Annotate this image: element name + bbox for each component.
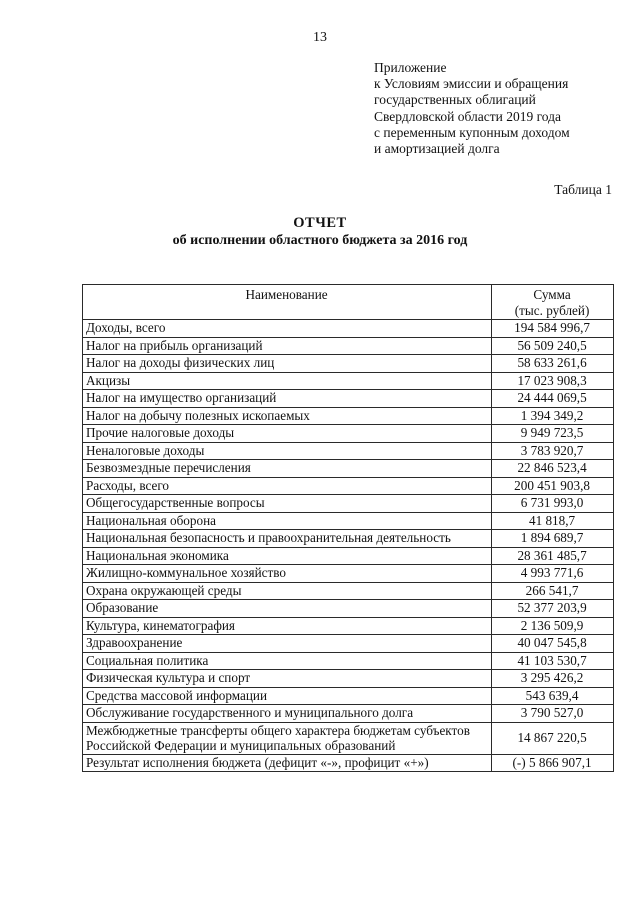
table-row [83,477,614,495]
header-name [83,285,492,320]
row-name: Доходы, всего [83,320,492,338]
row-sum: 24 444 069,5 [492,390,614,408]
row-name: Образование [83,600,492,618]
row-sum: 58 633 261,6 [492,355,614,373]
table-row [83,390,614,408]
page-number: 13 [313,30,327,45]
row-sum: 2 136 509,9 [492,617,614,635]
appendix-line: с переменным купонным доходом [374,124,570,140]
row-name: Средства массовой информации [83,687,492,705]
row-sum: 41 103 530,7 [492,652,614,670]
table-row [83,372,614,390]
table-row [83,425,614,443]
table-row [83,407,614,425]
row-sum: 41 818,7 [492,512,614,530]
row-sum: (-) 5 866 907,1 [492,754,614,772]
row-sum: 1 894 689,7 [492,530,614,548]
appendix-line: Приложение [374,60,447,75]
row-name: Расходы, всего [83,477,492,495]
table-row [83,582,614,600]
row-sum: 3 783 920,7 [492,442,614,460]
table-row [83,442,614,460]
table-row [83,530,614,548]
table-row [83,320,614,338]
row-sum: 3 295 426,2 [492,670,614,688]
table-row [83,355,614,373]
row-sum: 200 451 903,8 [492,477,614,495]
row-sum: 22 846 523,4 [492,460,614,478]
appendix-header [374,60,634,157]
table-label: Таблица 1 [554,182,612,197]
appendix-line: и амортизацией долга [374,141,500,157]
table-row [83,687,614,705]
row-name: Охрана окружающей среды [83,582,492,600]
row-name: Налог на добычу полезных ископаемых [83,407,492,425]
row-name: Акцизы [83,372,492,390]
appendix-line: государственных облигаций [374,92,536,108]
row-name: Общегосударственные вопросы [83,495,492,513]
table-row [83,754,614,772]
row-sum: 3 790 527,0 [492,705,614,723]
row-name: Межбюджетные трансферты общего характера бюджетам субъектов Российской Федерации и муниципальных образований [83,722,492,754]
row-name: Неналоговые доходы [83,442,492,460]
report-title: ОТЧЕТ [293,215,347,231]
row-sum: 28 361 485,7 [492,547,614,565]
row-name: Культура, кинематография [83,617,492,635]
row-name: Налог на доходы физических лиц [83,355,492,373]
row-name: Налог на имущество организаций [83,390,492,408]
row-name: Безвозмездные перечисления [83,460,492,478]
table-row [83,705,614,723]
row-sum: 194 584 996,7 [492,320,614,338]
row-sum: 6 731 993,0 [492,495,614,513]
row-name: Национальная оборона [83,512,492,530]
row-name: Налог на прибыль организаций [83,337,492,355]
row-name: Национальная безопасность и правоохранительная деятельность [83,530,492,548]
row-name: Результат исполнения бюджета (дефицит «-», профицит «+») [83,754,492,772]
table-body [83,320,614,772]
table-row [83,495,614,513]
table-row [83,337,614,355]
table-row [83,652,614,670]
table-row [83,635,614,653]
row-name: Обслуживание государственного и муниципального долга [83,705,492,723]
table-row [83,670,614,688]
row-name: Жилищно-коммунальное хозяйство [83,565,492,583]
row-name: Прочие налоговые доходы [83,425,492,443]
row-sum: 266 541,7 [492,582,614,600]
row-sum: 17 023 908,3 [492,372,614,390]
appendix-line: к Условиям эмиссии и обращения [374,76,569,92]
header-sum-label: Сумма [533,287,571,302]
appendix-line: Свердловской области 2019 года [374,108,562,124]
table-row [83,617,614,635]
row-sum: 56 509 240,5 [492,337,614,355]
budget-table [82,284,614,772]
table-row [83,547,614,565]
row-sum: 4 993 771,6 [492,565,614,583]
row-name: Социальная политика [83,652,492,670]
table-row [83,722,614,754]
row-sum: 52 377 203,9 [492,600,614,618]
row-sum: 14 867 220,5 [492,722,614,754]
row-sum: 40 047 545,8 [492,635,614,653]
table-row [83,600,614,618]
report-subtitle: об исполнении областного бюджета за 2016 год [172,233,468,248]
row-sum: 1 394 349,2 [492,407,614,425]
header-name-label: Наименование [245,287,328,302]
row-sum: 9 949 723,5 [492,425,614,443]
row-name: Физическая культура и спорт [83,670,492,688]
row-name: Национальная экономика [83,547,492,565]
table-header-row [83,285,614,320]
row-sum: 543 639,4 [492,687,614,705]
header-sum [492,285,614,320]
table-row [83,460,614,478]
table-row [83,512,614,530]
header-sum-unit: (тыс. рублей) [514,302,590,318]
row-name: Здравоохранение [83,635,492,653]
table-row [83,565,614,583]
